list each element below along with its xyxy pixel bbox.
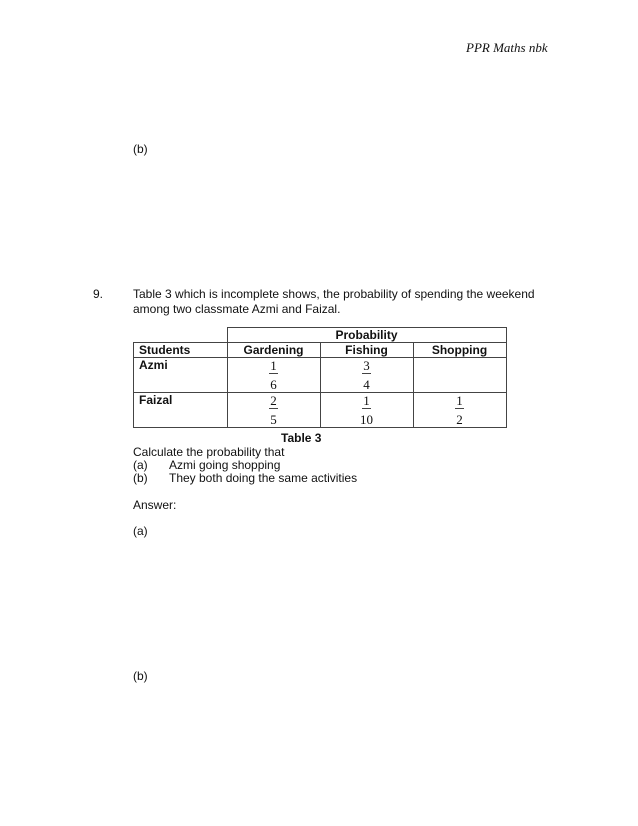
numerator: 1	[363, 393, 370, 408]
denominator: 4	[363, 377, 370, 392]
part-b-label: (b)	[133, 471, 148, 485]
table-caption: Table 3	[281, 431, 322, 445]
page-header: PPR Maths nbk	[466, 40, 548, 55]
answer-part-a-label: (a)	[133, 524, 148, 538]
numerator: 1	[456, 393, 463, 408]
empty-corner-cell	[134, 328, 228, 343]
previous-part-b-label: (b)	[133, 142, 148, 156]
probability-table	[133, 327, 507, 428]
fraction-faizal-shopping	[455, 393, 464, 427]
fraction-azmi-gardening	[269, 358, 278, 392]
column-header-shopping: Shopping	[413, 343, 506, 358]
table-row-faizal	[134, 393, 507, 428]
part-a-text: Azmi going shopping	[169, 458, 281, 472]
answer-label: Answer:	[133, 498, 177, 512]
fraction-faizal-fishing	[360, 393, 373, 427]
numerator: 1	[270, 358, 277, 373]
column-header-fishing: Fishing	[320, 343, 413, 358]
fraction-azmi-fishing	[362, 358, 371, 392]
denominator: 10	[360, 412, 373, 427]
prompt-text: Calculate the probability that	[133, 445, 285, 459]
question-text-line2: among two classmate Azmi and Faizal.	[133, 302, 341, 316]
probability-group-header: Probability	[227, 328, 506, 343]
student-name: Azmi	[134, 358, 228, 393]
column-header-gardening: Gardening	[227, 343, 320, 358]
denominator: 6	[270, 377, 277, 392]
question-number: 9.	[93, 287, 104, 301]
answer-part-b-label: (b)	[133, 669, 148, 683]
denominator: 2	[456, 412, 463, 427]
blank-azmi-shopping	[413, 358, 506, 393]
column-header-students: Students	[134, 343, 228, 358]
part-a-label: (a)	[133, 458, 148, 472]
numerator: 2	[270, 393, 277, 408]
table-row-azmi	[134, 358, 507, 393]
student-name: Faizal	[134, 393, 228, 428]
numerator: 3	[363, 358, 370, 373]
question-text-line1: Table 3 which is incomplete shows, the probability of spending the weekend	[133, 287, 535, 301]
fraction-faizal-gardening	[269, 393, 278, 427]
part-b-text: They both doing the same activities	[169, 471, 358, 485]
denominator: 5	[270, 412, 277, 427]
